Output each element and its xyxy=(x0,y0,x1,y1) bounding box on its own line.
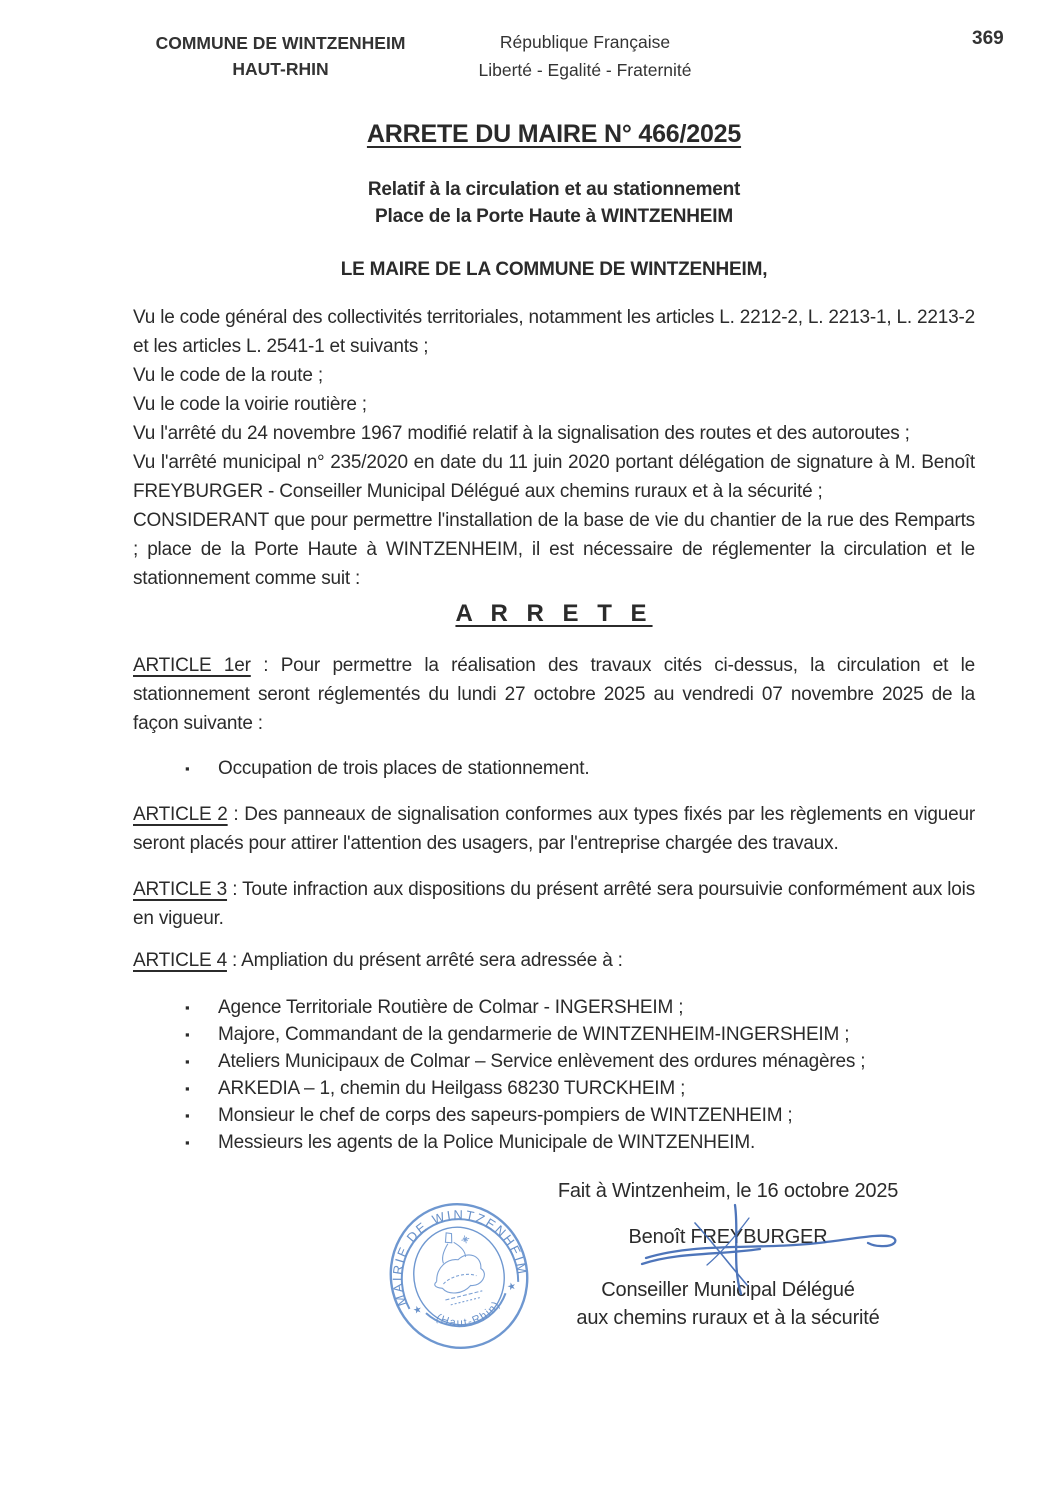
preamble-paragraph: Vu l'arrêté municipal n° 235/2020 en date du 11 juin 2020 portant délégation de signature à M. Benoît FREYBURGER - Conseiller Municipal Délégué aux chemins ruraux et à la sécurité ; xyxy=(133,452,975,502)
signer-title-line-2: aux chemins ruraux et à la sécurité xyxy=(576,1307,880,1329)
stamp-star-left-icon: ★ xyxy=(411,1304,424,1317)
bullet-text: Ateliers Municipaux de Colmar – Service enlèvement des ordures ménagères ; xyxy=(218,1051,866,1072)
bullet-icon: ▪ xyxy=(185,761,190,776)
article-1-text: : Pour permettre la réalisation des travaux cités ci-dessus, la circulation et le stationnement seront réglementés du lundi 27 octobre 2025 au vendredi 07 novembre 2025 de la façon suivante : xyxy=(133,655,975,734)
handwritten-signature xyxy=(628,1192,916,1312)
svg-text:(Haut-Rhin) xyxy=(432,1297,506,1337)
article-2 xyxy=(133,800,975,858)
arrete-heading xyxy=(133,599,975,629)
article-4-text: : Ampliation du présent arrêté sera adressée à : xyxy=(226,950,623,971)
bullet-icon: ▪ xyxy=(185,1027,190,1042)
bullet-text: ARKEDIA – 1, chemin du Heilgass 68230 TURCKHEIM ; xyxy=(218,1078,686,1099)
document-subtitle xyxy=(133,176,975,230)
article-1-label: ARTICLE 1er xyxy=(133,655,251,676)
bullet-text: Messieurs les agents de la Police Municipale de WINTZENHEIM. xyxy=(218,1132,756,1153)
preamble-paragraph: CONSIDERANT que pour permettre l'installation de la base de vie du chantier de la rue des Remparts ; place de la Porte Haute à WINTZENHEIM, il est nécessaire de réglementer la circulation et le stationnement comme suit : xyxy=(133,510,975,589)
place-and-date: Fait à Wintzenheim, le 16 octobre 2025 xyxy=(557,1180,899,1202)
arrete-heading-text: A R R E T E xyxy=(455,600,653,627)
stamp-bottom-text: (Haut-Rhin) xyxy=(434,1298,503,1330)
motto-line: Liberté - Egalité - Fraternité xyxy=(478,60,692,80)
article-2-text: : Des panneaux de signalisation conformes aux types fixés par les règlements en vigueur seront placés pour attirer l'attention des usagers, par l'entreprise chargée des travaux. xyxy=(133,804,975,854)
salutation: LE MAIRE DE LA COMMUNE DE WINTZENHEIM, xyxy=(340,259,768,280)
page-number: 369 xyxy=(972,28,1004,49)
stamp-top-text: MAIRIE DE WINTZENHEIM xyxy=(389,1207,531,1309)
republic-line: République Française xyxy=(499,32,671,52)
bullet-icon: ▪ xyxy=(185,1081,190,1096)
article-2-label: ARTICLE 2 xyxy=(133,804,228,825)
bullet-text: Agence Territoriale Routière de Colmar - INGERSHEIM ; xyxy=(218,997,684,1018)
bullet-icon: ▪ xyxy=(185,1000,190,1015)
preamble xyxy=(133,303,975,593)
list-item xyxy=(133,1021,975,1048)
bullet-text: Occupation de trois places de stationnement. xyxy=(218,758,590,779)
article-1 xyxy=(133,651,975,738)
bullet-text: Majore, Commandant de la gendarmerie de WINTZENHEIM-INGERSHEIM ; xyxy=(218,1024,850,1045)
list-item xyxy=(133,1075,975,1102)
preamble-paragraph: Vu l'arrêté du 24 novembre 1967 modifié relatif à la signalisation des routes et des autoroutes ; xyxy=(133,423,910,444)
document-body xyxy=(133,0,975,1332)
bullet-icon: ▪ xyxy=(185,1135,190,1150)
list-item xyxy=(133,1129,975,1156)
bullet-icon: ▪ xyxy=(185,1108,190,1123)
signer-title-line-1: Conseiller Municipal Délégué xyxy=(601,1279,855,1301)
document-title-text: ARRETE DU MAIRE N° 466/2025 xyxy=(366,120,742,148)
commune-department: HAUT-RHIN xyxy=(232,59,329,79)
municipal-stamp xyxy=(384,1196,534,1356)
signer-name: Benoît FREYBURGER xyxy=(628,1226,828,1248)
article-3 xyxy=(133,875,975,933)
bullet-text: Monsieur le chef de corps des sapeurs-pompiers de WINTZENHEIM ; xyxy=(218,1105,793,1126)
article-4-label: ARTICLE 4 xyxy=(133,950,227,971)
list-item xyxy=(133,1102,975,1129)
stamp-star-right-icon: ★ xyxy=(506,1280,518,1294)
list-item xyxy=(133,994,975,1021)
subtitle-line-1: Relatif à la circulation et au stationnement xyxy=(367,179,741,200)
article-1-bullet xyxy=(133,754,975,783)
list-item xyxy=(133,1048,975,1075)
article-3-text: : Toute infraction aux dispositions du présent arrêté sera poursuivie conformément aux lois en vigueur. xyxy=(133,879,975,929)
recipient-list xyxy=(133,994,975,1156)
commune-name: COMMUNE DE WINTZENHEIM xyxy=(155,33,406,53)
document-title xyxy=(133,118,975,150)
preamble-paragraph: Vu le code la voirie routière ; xyxy=(133,394,367,415)
subtitle-line-2: Place de la Porte Haute à WINTZENHEIM xyxy=(375,206,733,227)
article-3-label: ARTICLE 3 xyxy=(133,879,228,900)
preamble-paragraph: Vu le code général des collectivités territoriales, notamment les articles L. 2212-2, L. 2213-1, L. 2213-2 et les articles L. 2541-1 et suivants ; xyxy=(133,307,976,357)
bullet-icon: ▪ xyxy=(185,1054,190,1069)
preamble-paragraph: Vu le code de la route ; xyxy=(133,365,323,386)
article-4 xyxy=(133,946,975,975)
